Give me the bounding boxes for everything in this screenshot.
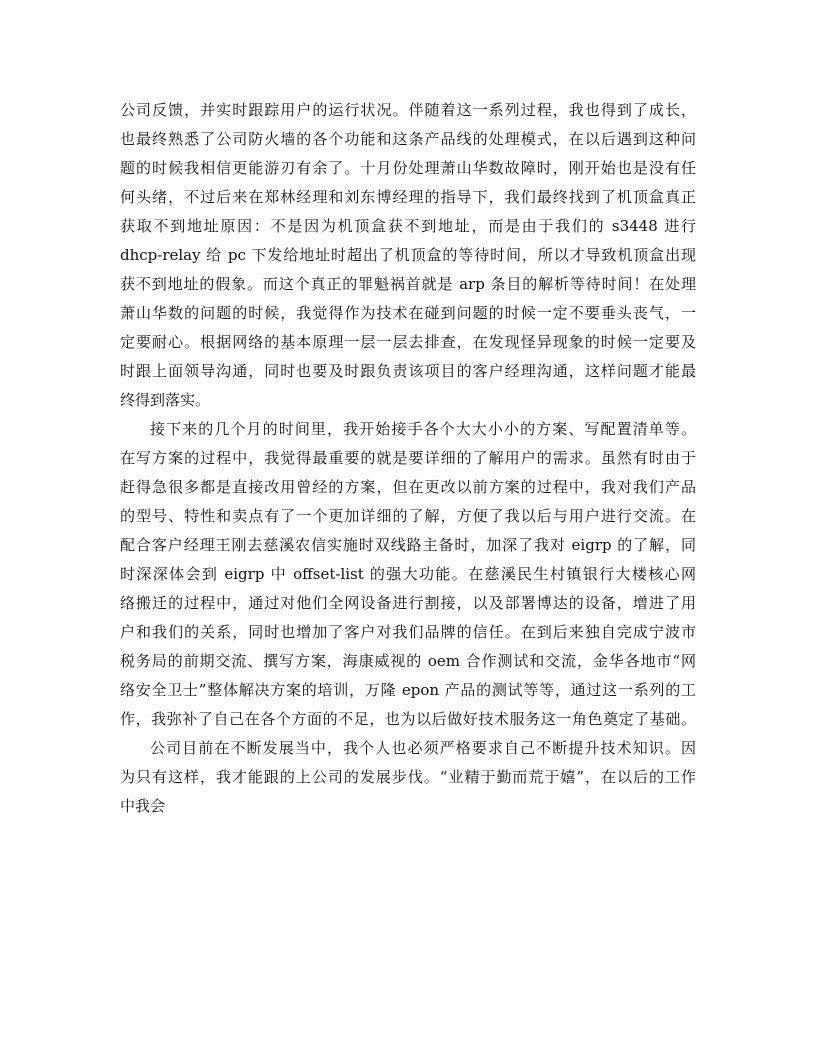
paragraph-2-line-5: 配合客户经理王刚去慈溪农信实施时双线路主备时，加深了我对 eigrp 的了解，同 bbox=[120, 536, 696, 554]
paragraph-2-line-3: 赶得急很多都是直接改用曾经的方案，但在更改以前方案的过程中，我对我们产品 bbox=[120, 478, 696, 496]
paragraph-2-line-4: 的型号、特性和卖点有了一个更加详细的了解，方便了我以后与用户进行交流。在 bbox=[120, 507, 696, 525]
paragraph-2-line-6: 时深深体会到 eigrp 中 offset-list 的强大功能。在慈溪民生村镇银行大楼核心网 bbox=[120, 565, 696, 583]
paragraph-3-line-3: 中我会 bbox=[120, 797, 166, 815]
paragraph-1-line-6: dhcp-relay 给 pc 下发给地址时超出了机顶盒的等待时间，所以才导致机顶盒出现 bbox=[120, 246, 696, 264]
paragraph-1-line-3: 题的时候我相信更能游刃有余了。十月份处理萧山华数故障时，刚开始也是没有任 bbox=[120, 159, 696, 177]
paragraph-1-line-7: 获不到地址的假象。而这个真正的罪魁祸首就是 arp 条目的解析等待时间！在处理 bbox=[120, 275, 696, 293]
paragraph-3-line-1: 公司目前在不断发展当中，我个人也必须严格要求自己不断提升技术知识。因 bbox=[150, 739, 696, 757]
paragraph-1-line-2: 也最终熟悉了公司防火墙的各个功能和这条产品线的处理模式，在以后遇到这种问 bbox=[120, 130, 696, 148]
paragraph-2-line-9: 税务局的前期交流、撰写方案，海康威视的 oem 合作测试和交流，金华各地市“网 bbox=[120, 652, 696, 670]
paragraph-1-line-10: 时跟上面领导沟通，同时也要及时跟负责该项目的客户经理沟通，这样问题才能最 bbox=[120, 362, 696, 380]
paragraph-2-line-11: 作，我弥补了自己在各个方面的不足，也为以后做好技术服务这一角色奠定了基础。 bbox=[120, 710, 696, 728]
paragraph-2-line-8: 户和我们的关系，同时也增加了客户对我们品牌的信任。在到后来独自完成宁波市 bbox=[120, 623, 696, 641]
paragraph-1-line-11: 终得到落实。 bbox=[120, 391, 211, 409]
paragraph-1-line-1: 公司反馈，并实时跟踪用户的运行状况。伴随着这一系列过程，我也得到了成长， bbox=[120, 101, 696, 119]
paragraph-1-line-5: 获取不到地址原因：不是因为机顶盒获不到地址，而是由于我们的 s3448 进行 bbox=[120, 217, 696, 235]
paragraph-2-line-10: 络安全卫士”整体解决方案的培训，万隆 epon 产品的测试等等，通过这一系列的工 bbox=[120, 681, 696, 699]
paragraph-1-line-9: 定要耐心。根据网络的基本原理一层一层去排查，在发现怪异现象的时候一定要及 bbox=[120, 333, 696, 351]
paragraph-2-line-1: 接下来的几个月的时间里，我开始接手各个大大小小的方案、写配置清单等。 bbox=[150, 420, 696, 438]
paragraph-2-line-2: 在写方案的过程中，我觉得最重要的就是要详细的了解用户的需求。虽然有时由于 bbox=[120, 449, 696, 467]
paragraph-3-line-2: 为只有这样，我才能跟的上公司的发展步伐。“业精于勤而荒于嬉”，在以后的工作 bbox=[120, 768, 696, 786]
paragraph-2-line-7: 络搬迁的过程中，通过对他们全网设备进行割接，以及部署博达的设备，增进了用 bbox=[120, 594, 696, 612]
paragraph-1-line-4: 何头绪，不过后来在郑林经理和刘东博经理的指导下，我们最终找到了机顶盒真正 bbox=[120, 188, 696, 206]
paragraph-1-line-8: 萧山华数的问题的时候，我觉得作为技术在碰到问题的时候一定不要垂头丧气，一 bbox=[120, 304, 696, 322]
document-body bbox=[120, 96, 696, 821]
